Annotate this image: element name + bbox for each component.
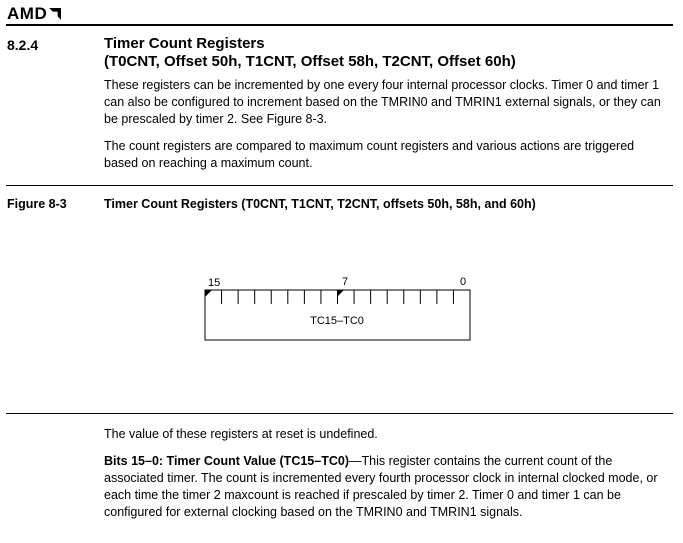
bit7-marker	[337, 290, 344, 297]
header-rule	[6, 24, 673, 26]
register-diagram	[0, 260, 683, 350]
bit-label-15: 15	[208, 277, 221, 289]
figure-bottom-rule	[6, 413, 673, 414]
bits-body: —This register contains the current count of the associated timer. The count is incremented every fourth processor clock in internal clocked mode, or each time the timer 2 maxcount is reached if prescaled by timer 2. Timer 0 and timer 1 can be configured for external clocking based on the TMRIN0 and TMRIN1 signals.	[104, 454, 658, 519]
figure-title: Timer Count Registers (T0CNT, T1CNT, T2CNT, offsets 50h, 58h, and 60h)	[104, 197, 536, 211]
register-field-label: TC15–TC0	[310, 315, 364, 327]
section-title-line1: Timer Count Registers	[104, 35, 265, 52]
amd-arrow-icon	[49, 8, 61, 20]
section-title-line2: (T0CNT, Offset 50h, T1CNT, Offset 58h, T2CNT, Offset 60h)	[104, 53, 516, 70]
intro-paragraph: These registers can be incremented by one every four internal processor clocks. Timer 0 and timer 1 can also be configured to increment based on the TMRIN0 and TMRIN1 external signals, or they can be prescaled by timer 2. See Figure 8-3.	[104, 78, 661, 126]
figure-number: Figure 8-3	[7, 197, 67, 211]
bit-label-7: 7	[342, 276, 349, 288]
bit-label-0: 0	[460, 276, 467, 288]
section-number: 8.2.4	[7, 37, 39, 53]
reset-paragraph: The value of these registers at reset is undefined.	[104, 427, 378, 441]
bit15-marker	[205, 290, 212, 297]
logo-text: AMD	[7, 4, 48, 23]
bits-heading: Bits 15–0: Timer Count Value (TC15–TC0)	[104, 454, 349, 468]
amd-logo	[7, 4, 61, 24]
figure-top-rule	[6, 185, 673, 186]
compare-paragraph: The count registers are compared to maximum count registers and various actions are triggered based on reaching a maximum count.	[104, 139, 635, 170]
bits-paragraph	[104, 453, 670, 521]
section-title	[104, 35, 664, 71]
